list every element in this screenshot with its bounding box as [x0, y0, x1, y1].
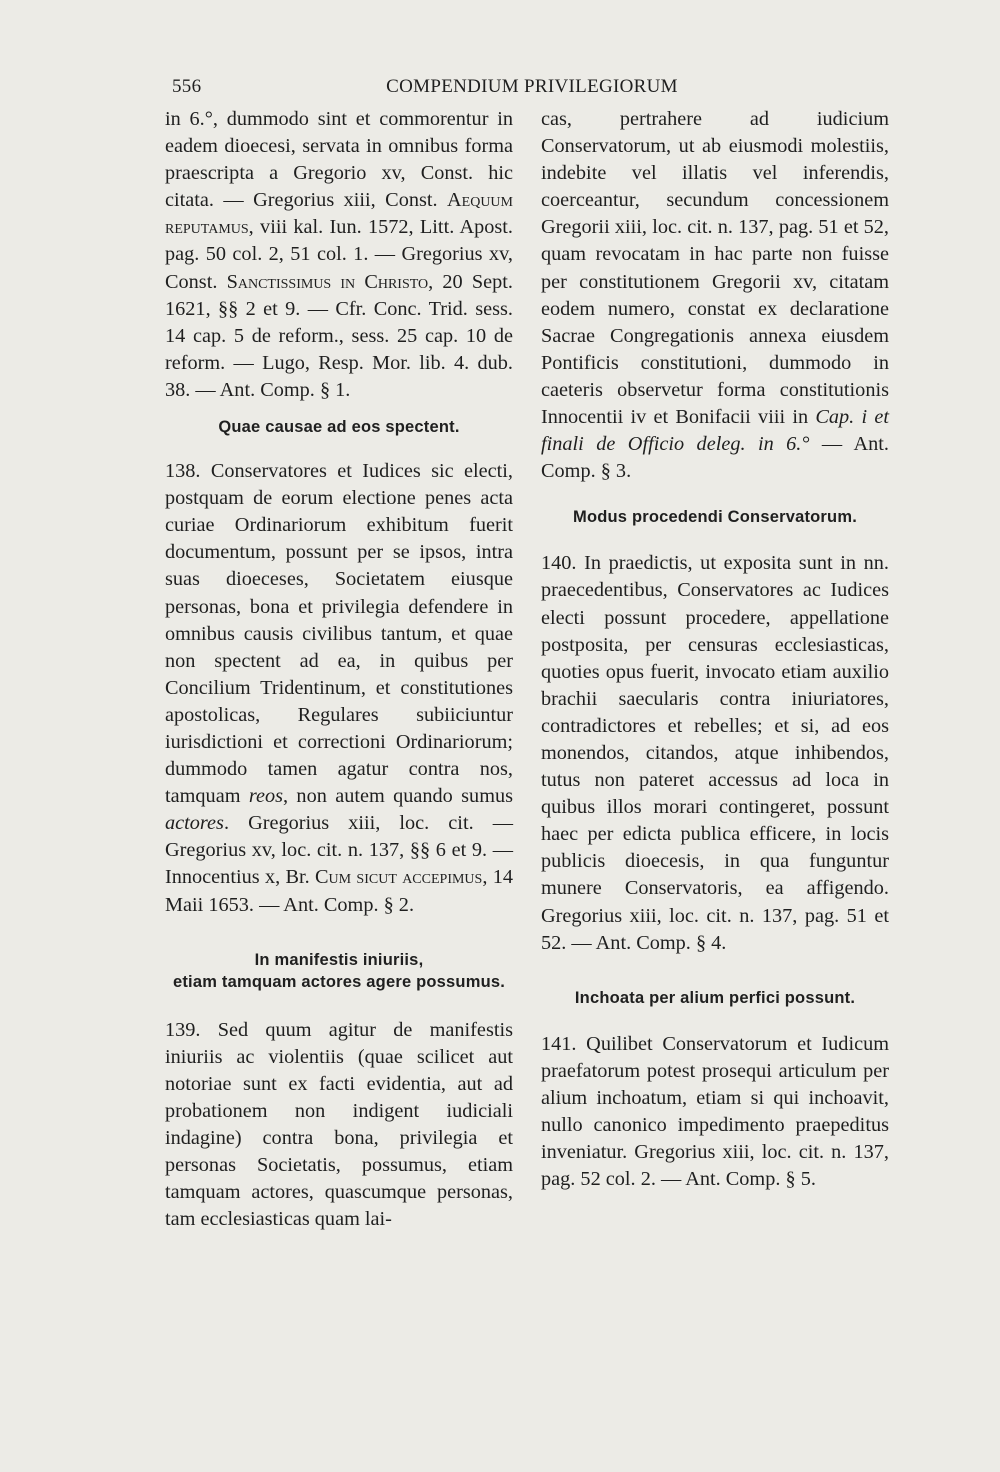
paragraph-139-continued: cas, pertrahere ad iudicium Conservatorum, ut ab eiusmodi molestiis, indebite vel illatis vel inferendis, coerceantur, secundum concessionem Gregorii xiii, loc. cit. n. 137, pag. 51 et 52, quam revocatam in hac parte non fuisse per constitutionem Gregorii xv, citatam eodem numero, constat ex declaratione Sacrae Congregationis annexa eiusdem Pontificis constitutioni, dummodo in caeteris observetur forma constitutionis Innocentii iv et Bonifacii viii in Cap. i et finali de Officio deleg. in 6.° — Ant. Comp. § 3. — [541, 108, 889, 483]
section-heading: Quae causae ad eos spectent. — [218, 418, 460, 437]
left-column — [165, 106, 513, 1233]
running-title: COMPENDIUM PRIVILEGIORUM — [386, 76, 678, 97]
right-column — [541, 106, 889, 1193]
section-heading: Modus procedendi Conservatorum. — [573, 508, 857, 527]
bull-title: Aequum reputamus — [165, 189, 513, 239]
paragraph-140: 140. In praedictis, ut exposita sunt in nn. praecedentibus, Conservatores ac Iudices electi possunt procedere, appellatione postposita, per censuras ecclesiasticas, quoties opus fuerit, invocato etiam auxilio brachii saecularis contra iniuriatores, contradictores et rebelles; et si, ad eos monendos, citandos, atque inhibendos, tutus non pateret accessus ad loca in quibus illos morari contingeret, possunt haec per edicta publica efficere, in locis publicis dioecesis, in qua funguntur munere Conservatoris, ea affigendo. Gregorius xiii, loc. cit. n. 137, pag. 51 et 52. — Ant. Comp. § 4. — [541, 552, 889, 954]
paragraph-141: 141. Quilibet Conservatorum et Iudicum praefatorum potest prosequi articulum per alium inchoatum, etiam si qui inchoavit, nullo canonico impedimento praepeditus inveniatur. Gregorius xiii, loc. cit. n. 137, pag. 52 col. 2. — Ant. Comp. § 5. — [541, 1032, 889, 1191]
page-number: 556 — [172, 76, 202, 97]
section-heading: Inchoata per alium perfici possunt. — [574, 988, 856, 1007]
paragraph-139: 139. Sed quum agitur de manifestis iniuriis ac violentiis (quae scilicet aut notoriae sunt ex facti evidentia, aut ad probationem non indigent iudiciali indagine) contra bona, privilegia et personas Societatis, possumus, etiam tamquam actores, quascumque personas, tam ecclesiasticas quam lai- — [165, 1018, 513, 1231]
paragraph-138: 138. Conservatores et Iudices sic electi, postquam de eorum electione penes acta curiae Ordinariorum exhibitum fuerit documentum, possunt per se ipsos, intra suas dioeceses, Societatem eiusque personas, bona et privilegia defendere in omnibus causis civilibus tantum, et quae non spectent ad ea, in quibus per Concilium Tridentinum, et constitutiones apostolicas, Regulares subiiciuntur iurisdictioni et correctioni Ordinariorum; dummodo tamen agatur contra nos, tamquam reos, non autem quando sumus actores. Gregorius xiii, loc. cit. — Gregorius xv, loc. cit. n. 137, §§ 6 et 9. — Innocentius x, Br. Cum sicut accepimus, 14 Maii 1653. — Ant. Comp. § 2. — [165, 460, 514, 916]
paragraph-137-continued: in 6.°, dummodo sint et commorentur in eadem dioecesi, servata in omnibus forma praescripta a Gregorio xv, Const. hic citata. — Gregorius xiii, Const. Aequum reputamus, viii kal. Iun. 1572, Litt. Apost. pag. 50 col. 2, 51 col. 1. — Gregorius xv, Const. Sanctissimus in Christo, 20 Sept. 1621, §§ 2 et 9. — Cfr. Conc. Trid. sess. 14 cap. 5 de reform., sess. 25 cap. 10 de reform. — Lugo, Resp. Mor. lib. 4. dub. 38. — Ant. Comp. § 1. — [165, 108, 513, 401]
section-heading: In manifestis iniuriis, etiam tamquam actores agere possumus. — [172, 950, 506, 991]
bull-title: Sanctissimus in Christo — [226, 270, 429, 293]
page-header — [172, 76, 892, 106]
bull-title: Cum sicut accepimus — [315, 866, 483, 889]
